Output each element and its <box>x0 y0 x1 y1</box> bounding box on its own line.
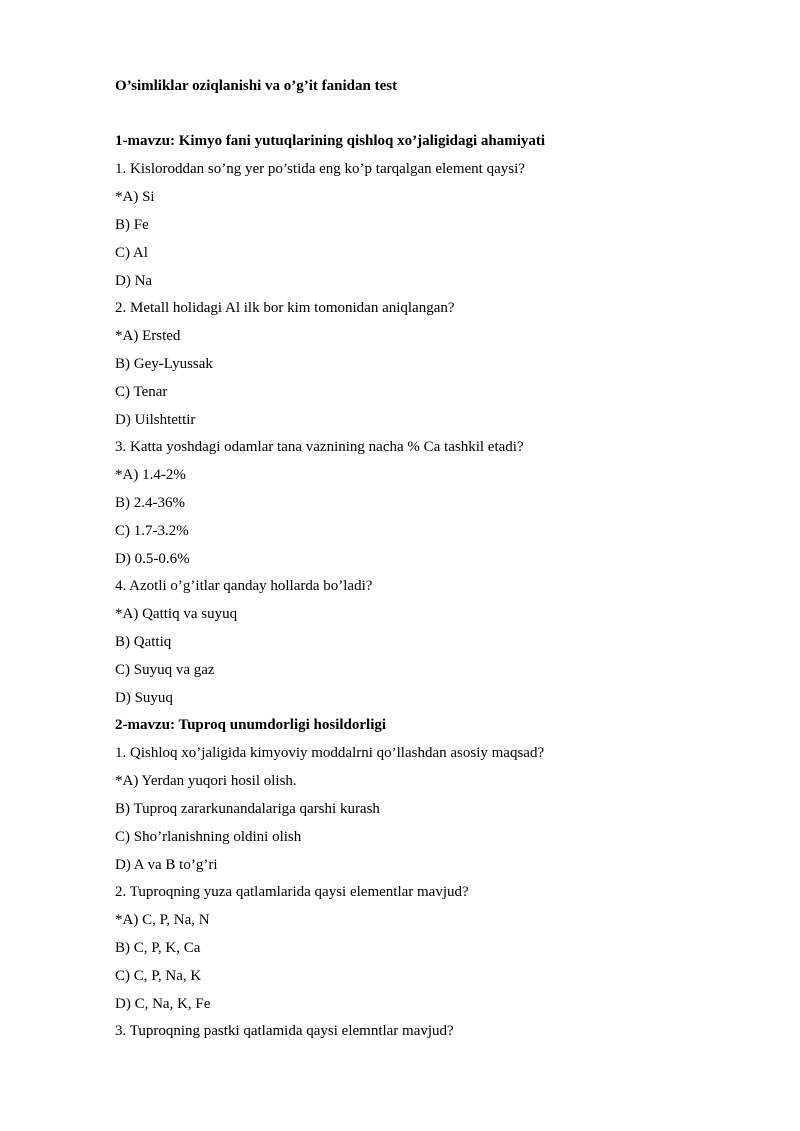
section-heading: 1-mavzu: Kimyo fani yutuqlarining qishloq xo’jaligidagi ahamiyati <box>115 133 546 149</box>
question-text: 1. Qishloq xo’jaligida kimyoviy moddalrni qo’llashdan asosiy maqsad? <box>115 745 545 761</box>
answer-option: *A) Si <box>115 189 155 205</box>
question-text: 2. Tuproqning yuza qatlamlarida qaysi elementlar mavjud? <box>115 884 469 900</box>
question-text: 1. Kisloroddan so’ng yer po’stida eng ko’p tarqalgan element qaysi? <box>115 161 525 177</box>
question-text: 3. Katta yoshdagi odamlar tana vaznining nacha % Ca tashkil etadi? <box>115 439 524 455</box>
answer-option: D) 0.5-0.6% <box>115 551 190 567</box>
answer-option: C) Sho’rlanishning oldini olish <box>115 829 302 845</box>
answer-option: B) Qattiq <box>115 634 172 650</box>
answer-option: B) C, P, K, Ca <box>115 940 201 956</box>
question-text: 4. Azotli o’g’itlar qanday hollarda bo’ladi? <box>115 578 373 594</box>
answer-option: C) Suyuq va gaz <box>115 662 215 678</box>
answer-option: C) 1.7-3.2% <box>115 523 189 539</box>
answer-option: *A) Ersted <box>115 328 181 344</box>
answer-option: B) Fe <box>115 217 149 233</box>
answer-option: *A) C, P, Na, N <box>115 912 210 928</box>
answer-option: *A) 1.4-2% <box>115 467 186 483</box>
answer-option: B) 2.4-36% <box>115 495 185 511</box>
answer-option: C) C, P, Na, K <box>115 968 202 984</box>
section-heading: 2-mavzu: Tuproq unumdorligi hosildorligi <box>115 717 387 733</box>
answer-option: C) Al <box>115 245 148 261</box>
answer-option: B) Tuproq zararkunandalariga qarshi kurash <box>115 801 380 817</box>
answer-option: D) Na <box>115 273 153 289</box>
document-title: O’simliklar oziqlanishi va o’g’it fanidan test <box>115 78 398 94</box>
answer-option: *A) Qattiq va suyuq <box>115 606 238 622</box>
question-text: 3. Tuproqning pastki qatlamida qaysi elemntlar mavjud? <box>115 1023 454 1039</box>
answer-option: D) C, Na, K, Fe <box>115 996 211 1012</box>
answer-option: D) A va B to’g’ri <box>115 857 218 873</box>
answer-option: C) Tenar <box>115 384 168 400</box>
answer-option: D) Suyuq <box>115 690 173 706</box>
answer-option: *A) Yerdan yuqori hosil olish. <box>115 773 297 789</box>
answer-option: B) Gey-Lyussak <box>115 356 213 372</box>
question-text: 2. Metall holidagi Al ilk bor kim tomonidan aniqlangan? <box>115 300 455 316</box>
answer-option: D) Uilshtettir <box>115 412 196 428</box>
